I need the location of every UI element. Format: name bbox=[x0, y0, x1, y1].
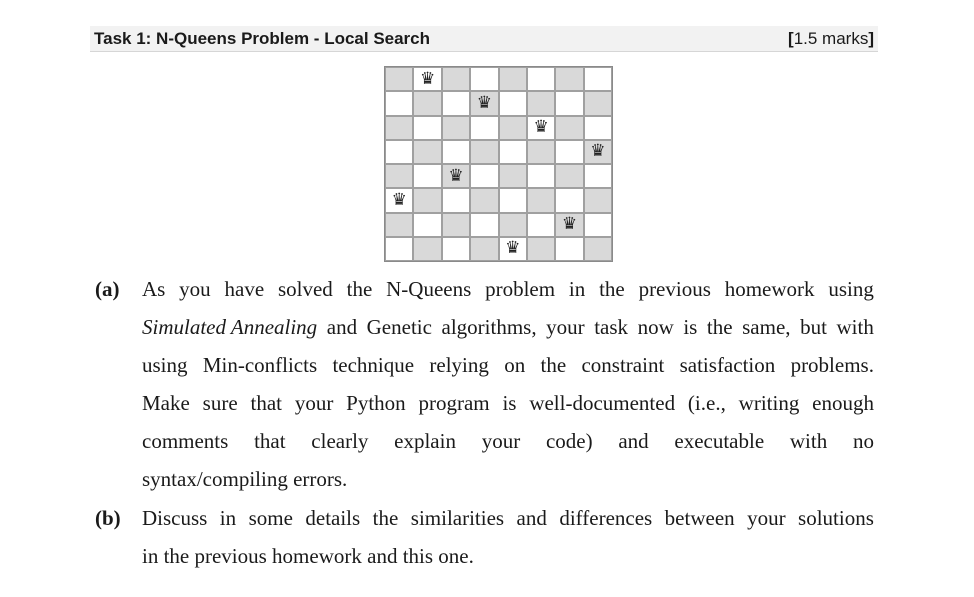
board-square bbox=[584, 67, 612, 91]
queen-icon: ♛ bbox=[590, 141, 606, 162]
word: executable bbox=[674, 429, 765, 453]
word: between bbox=[664, 506, 735, 530]
word: sure bbox=[202, 391, 238, 415]
board-square bbox=[413, 164, 441, 188]
word: explain bbox=[394, 429, 456, 453]
word: (i.e., bbox=[687, 391, 726, 415]
board-square bbox=[527, 67, 555, 91]
board-square bbox=[499, 237, 527, 261]
queen-icon: ♛ bbox=[505, 238, 521, 259]
word: the bbox=[706, 315, 733, 339]
board-square bbox=[527, 91, 555, 115]
question-line bbox=[142, 506, 874, 544]
word: details bbox=[305, 506, 361, 530]
board-square bbox=[499, 116, 527, 140]
word: problem bbox=[485, 277, 556, 301]
board-square bbox=[442, 213, 470, 237]
word: your bbox=[546, 315, 585, 339]
word: your bbox=[294, 391, 334, 415]
word: enough bbox=[812, 391, 874, 415]
board-square bbox=[584, 116, 612, 140]
board-square bbox=[385, 116, 413, 140]
word: program bbox=[418, 391, 490, 415]
board-square bbox=[442, 188, 470, 212]
board-square bbox=[470, 237, 498, 261]
word: previous bbox=[638, 277, 711, 301]
board-square bbox=[413, 140, 441, 164]
board-square bbox=[413, 91, 441, 115]
word: that bbox=[254, 429, 286, 453]
word: solved bbox=[277, 277, 333, 301]
board-square bbox=[470, 116, 498, 140]
board-square bbox=[470, 164, 498, 188]
question-line bbox=[142, 315, 874, 353]
board-square bbox=[442, 237, 470, 261]
board-square bbox=[584, 91, 612, 115]
marks-value: 1.5 marks bbox=[793, 28, 869, 48]
word: your bbox=[481, 429, 521, 453]
board-square bbox=[470, 67, 498, 91]
board-square bbox=[470, 188, 498, 212]
word: and bbox=[326, 315, 358, 339]
board-square bbox=[555, 164, 583, 188]
word: the bbox=[372, 506, 399, 530]
word: some bbox=[248, 506, 293, 530]
word: comments bbox=[142, 429, 229, 453]
question-line bbox=[142, 391, 874, 429]
word: similarities bbox=[410, 506, 505, 530]
word: Genetic bbox=[366, 315, 432, 339]
word: same, bbox=[742, 315, 791, 339]
word: with bbox=[789, 429, 828, 453]
board-square bbox=[442, 116, 470, 140]
board-square bbox=[385, 140, 413, 164]
board-square bbox=[413, 116, 441, 140]
board-square bbox=[555, 116, 583, 140]
board-square bbox=[555, 67, 583, 91]
board-square bbox=[584, 213, 612, 237]
question-line bbox=[142, 353, 874, 391]
word: the bbox=[540, 353, 567, 377]
word: in bbox=[219, 506, 237, 530]
word: N-Queens bbox=[386, 277, 472, 301]
board-square bbox=[584, 188, 612, 212]
word: technique bbox=[332, 353, 415, 377]
word: constraint bbox=[581, 353, 665, 377]
word: is bbox=[502, 391, 517, 415]
queen-icon: ♛ bbox=[561, 214, 578, 235]
board-square bbox=[442, 140, 470, 164]
board-square bbox=[442, 67, 470, 91]
word: have bbox=[224, 277, 265, 301]
word: relying bbox=[429, 353, 489, 377]
word: now bbox=[637, 315, 674, 339]
board-square bbox=[413, 67, 441, 91]
word: using bbox=[142, 353, 188, 377]
word: using bbox=[828, 277, 874, 301]
question-text bbox=[142, 506, 874, 582]
word: the bbox=[346, 277, 373, 301]
board-square bbox=[527, 140, 555, 164]
word: on bbox=[504, 353, 526, 377]
board-square bbox=[442, 91, 470, 115]
chess-board bbox=[384, 66, 613, 262]
board-square bbox=[555, 237, 583, 261]
word: is bbox=[683, 315, 698, 339]
board-square bbox=[499, 140, 527, 164]
board-square bbox=[385, 91, 413, 115]
board-square bbox=[584, 237, 612, 261]
board-square bbox=[527, 237, 555, 261]
italic-phrase: Simulated Annealing bbox=[142, 315, 318, 339]
board-square bbox=[385, 237, 413, 261]
board-square bbox=[413, 188, 441, 212]
word: with bbox=[836, 315, 874, 339]
board-square bbox=[527, 213, 555, 237]
word: algorithms, bbox=[441, 315, 537, 339]
task-header bbox=[90, 26, 878, 52]
word: Discuss bbox=[142, 506, 208, 530]
board-square bbox=[584, 140, 612, 164]
board-square bbox=[442, 164, 470, 188]
word: satisfaction bbox=[679, 353, 776, 377]
word: clearly bbox=[311, 429, 369, 453]
queen-icon: ♛ bbox=[419, 68, 436, 89]
board-square bbox=[555, 91, 583, 115]
board-square bbox=[499, 91, 527, 115]
question-text bbox=[142, 277, 874, 505]
board-square bbox=[413, 213, 441, 237]
question-label: (a) bbox=[95, 277, 120, 301]
word: writing bbox=[738, 391, 800, 415]
task-title: Task 1: N-Queens Problem - Local Search bbox=[94, 28, 431, 48]
question-line: syntax/compiling errors. bbox=[142, 467, 348, 491]
board-square bbox=[499, 188, 527, 212]
board-square bbox=[499, 213, 527, 237]
board-square bbox=[555, 213, 583, 237]
board-square bbox=[527, 116, 555, 140]
queen-icon: ♛ bbox=[533, 117, 549, 138]
word: problems. bbox=[790, 353, 874, 377]
word: Python bbox=[346, 391, 406, 415]
board-square bbox=[527, 188, 555, 212]
word: you bbox=[179, 277, 211, 301]
board-square bbox=[499, 164, 527, 188]
board-square bbox=[385, 67, 413, 91]
board-square bbox=[413, 237, 441, 261]
marks-close-bracket: ] bbox=[868, 28, 874, 48]
word: well-documented bbox=[529, 391, 676, 415]
word: but bbox=[800, 315, 827, 339]
word: no bbox=[852, 429, 874, 453]
word: As bbox=[142, 277, 166, 301]
word: that bbox=[250, 391, 282, 415]
board-square bbox=[470, 213, 498, 237]
word: in bbox=[568, 277, 586, 301]
board-square bbox=[385, 164, 413, 188]
word: and bbox=[516, 506, 547, 530]
word: your bbox=[747, 506, 786, 530]
board-square bbox=[499, 67, 527, 91]
task-marks bbox=[788, 29, 874, 49]
word: task bbox=[594, 315, 629, 339]
board-square bbox=[385, 188, 413, 212]
board-square bbox=[555, 188, 583, 212]
word: and bbox=[618, 429, 649, 453]
board-square bbox=[470, 140, 498, 164]
question-line bbox=[142, 429, 874, 467]
word: code) bbox=[545, 429, 593, 453]
word: the bbox=[599, 277, 625, 301]
queen-icon: ♛ bbox=[391, 189, 407, 210]
word: solutions bbox=[798, 506, 874, 530]
word: Min-conflicts bbox=[202, 353, 318, 377]
board-square bbox=[555, 140, 583, 164]
board-square bbox=[470, 91, 498, 115]
board-square bbox=[385, 213, 413, 237]
word: differences bbox=[559, 506, 653, 530]
marks-open-bracket: [ bbox=[788, 28, 794, 48]
word: homework bbox=[724, 277, 815, 301]
question-line: in the previous homework and this one. bbox=[142, 544, 474, 568]
board-square bbox=[584, 164, 612, 188]
word: Make bbox=[142, 391, 190, 415]
question-label: (b) bbox=[95, 506, 121, 530]
queen-icon: ♛ bbox=[448, 165, 464, 186]
question-line bbox=[142, 277, 874, 315]
queen-icon: ♛ bbox=[476, 92, 492, 113]
board-square bbox=[527, 164, 555, 188]
